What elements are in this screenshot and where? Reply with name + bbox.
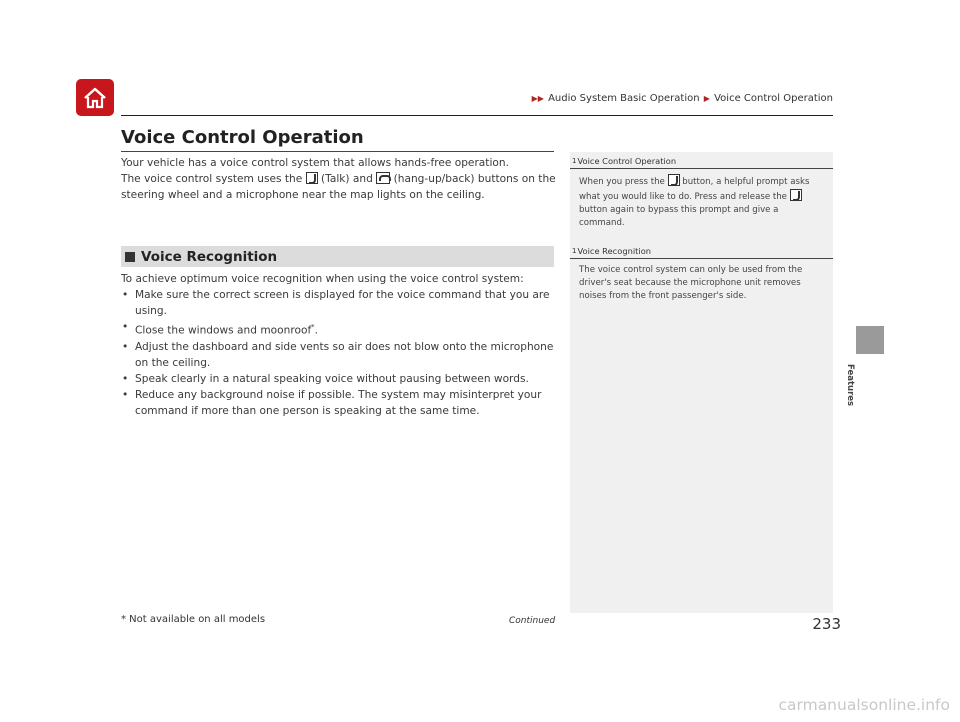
- breadcrumb-arrow-icon: ▶▶: [531, 94, 544, 103]
- list-item: [121, 287, 557, 319]
- talk-button-icon: [668, 174, 680, 186]
- section-header-voice-recognition: [121, 246, 554, 267]
- footnote: * Not available on all models: [121, 614, 266, 625]
- note-divider: [570, 168, 833, 169]
- chapter-label: Features: [845, 364, 855, 407]
- list-item: [121, 339, 557, 371]
- talk-button-icon: [306, 172, 318, 184]
- intro-text: (Talk) and: [321, 173, 373, 186]
- breadcrumb-item-audio-system[interactable]: Audio System Basic Operation: [548, 93, 700, 104]
- note-text-part: button, a helpful prompt asks what you would like to do. Press and release the: [579, 177, 810, 202]
- page-title: Voice Control Operation: [121, 127, 364, 148]
- note-voice-control-operation: [570, 156, 833, 230]
- page-number: 233: [812, 615, 841, 633]
- list-item-text: Adjust the dashboard and side vents so air does not blow onto the microphone on the ceiling.: [135, 340, 554, 369]
- note-text-part: button again to bypass this prompt and give a command.: [579, 205, 779, 228]
- continued-label: Continued: [509, 616, 556, 626]
- list-item-text: Make sure the correct screen is displayed for the voice command that you are using.: [135, 289, 550, 317]
- note-voice-recognition: [570, 246, 833, 303]
- home-icon: [82, 86, 108, 110]
- intro-text: (hang-up/back) buttons on the: [393, 173, 556, 186]
- breadcrumb-item-voice-control[interactable]: Voice Control Operation: [714, 93, 833, 104]
- intro-line: steering wheel and a microphone near the map lights on the ceiling.: [121, 189, 485, 202]
- intro-text: The voice control system uses the: [121, 173, 303, 186]
- note-header[interactable]: [570, 246, 833, 256]
- breadcrumb: [531, 93, 833, 104]
- note-text-part: When you press the: [579, 177, 665, 187]
- breadcrumb-separator-icon: ▶: [703, 94, 710, 103]
- bullet-icon: •: [122, 372, 129, 385]
- footnote-marker[interactable]: *: [311, 323, 315, 331]
- note-divider: [570, 258, 833, 259]
- section-square-icon: [125, 252, 135, 262]
- note-number: 1: [572, 157, 577, 165]
- watermark: carmanualsonline.info: [778, 696, 950, 714]
- bullet-icon: •: [122, 289, 129, 301]
- header-divider: [121, 115, 833, 116]
- note-number: 1: [572, 247, 577, 255]
- bullet-icon: •: [122, 388, 129, 401]
- note-text: The voice control system can only be used from the driver's seat because the microphone unit removes noises from the front passenger's side.: [579, 265, 803, 301]
- note-header[interactable]: [570, 156, 833, 166]
- bullet-icon: •: [122, 340, 129, 353]
- intro-line: Your vehicle has a voice control system that allows hands-free operation.: [121, 157, 509, 169]
- note-text: [579, 174, 825, 230]
- note-title: Voice Recognition: [577, 246, 652, 256]
- list-item-text: Speak clearly in a natural speaking voice without pausing between words.: [135, 372, 529, 385]
- intro-line: [121, 171, 557, 187]
- list-item-text: .: [314, 324, 319, 337]
- home-button[interactable]: [76, 79, 114, 116]
- title-divider: [121, 151, 554, 152]
- list-item-text: Close the windows and moonroof: [135, 324, 312, 337]
- talk-button-icon: [790, 189, 802, 201]
- list-item: [121, 387, 557, 419]
- tips-list: [121, 287, 557, 419]
- list-item-text: Reduce any background noise if possible. The system may misinterpret your command if more than one person is speaking at the same time.: [135, 388, 542, 417]
- list-item: [121, 371, 557, 387]
- body-lead: To achieve optimum voice recognition when using the voice control system:: [121, 273, 524, 285]
- intro-paragraph: [121, 155, 557, 204]
- hang-up-back-icon: [376, 172, 390, 184]
- chapter-tab[interactable]: [856, 326, 884, 354]
- note-title: Voice Control Operation: [577, 156, 677, 166]
- voice-recognition-body: [121, 271, 557, 419]
- bullet-icon: •: [122, 321, 129, 333]
- section-title: Voice Recognition: [141, 248, 278, 265]
- list-item: [121, 319, 557, 339]
